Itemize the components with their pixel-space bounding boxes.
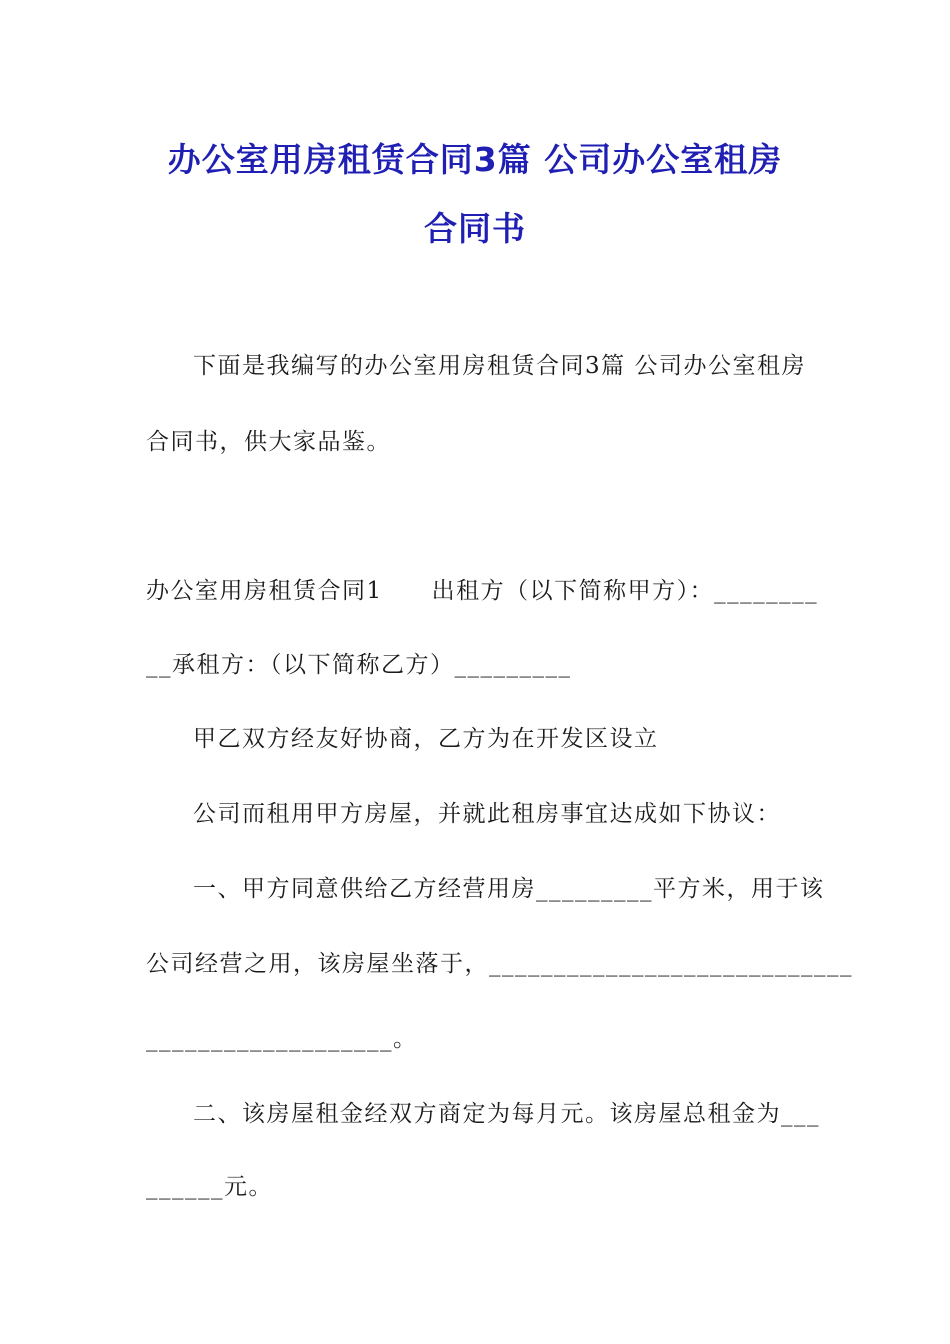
contract-heading-line: 办公室用房租赁合同1 出租方（以下简称甲方）：________ [146, 578, 819, 604]
clause-2-line-2: ______元。 [146, 1174, 273, 1200]
clause-2-line-1: 二、该房屋租金经双方商定为每月元。该房屋总租金为___ [193, 1101, 820, 1127]
clause-1-line-2: 公司经营之用，该房屋坐落于，____________________________ [146, 951, 853, 977]
document-title-line-2: 合同书 [424, 209, 526, 248]
document-title-line-1: 办公室用房租赁合同3篇 公司办公室租房 [167, 140, 783, 179]
intro-line-1: 下面是我编写的办公室用房租赁合同3篇 公司办公室租房 [193, 353, 806, 379]
paragraph-agreement: 公司而租用甲方房屋，并就此租房事宜达成如下协议： [193, 801, 781, 827]
lessee-line: __承租方：（以下简称乙方）_________ [146, 652, 572, 678]
clause-1-line-1: 一、甲方同意供给乙方经营用房_________平方米，用于该 [193, 876, 825, 902]
intro-line-2: 合同书，供大家品鉴。 [146, 429, 391, 455]
clause-1-line-3: ___________________。 [146, 1026, 418, 1052]
paragraph-negotiation: 甲乙双方经友好协商，乙方为在开发区设立 [193, 726, 659, 752]
